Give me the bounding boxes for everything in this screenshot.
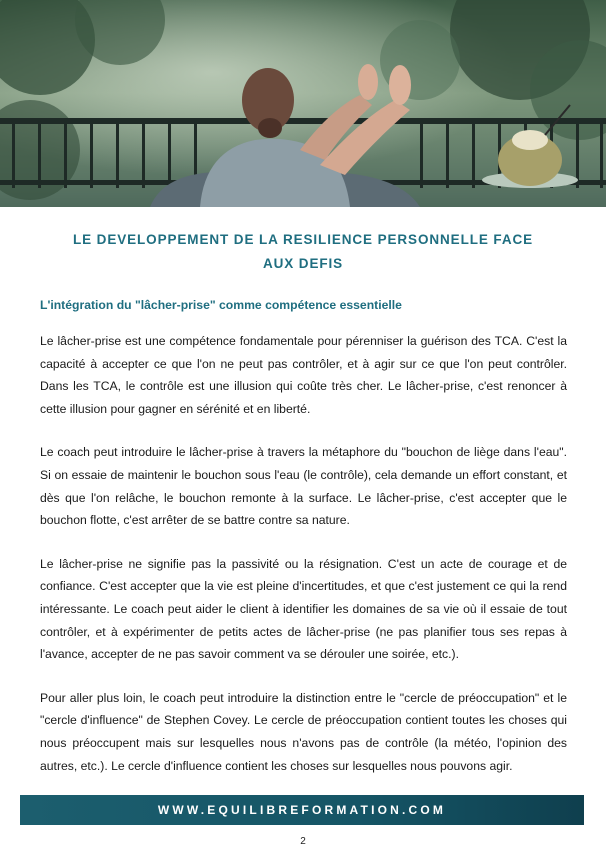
paragraph-4: Pour aller plus loin, le coach peut introduire la distinction entre le "cercle de préoccupation" et le "cercle d'influence" de Stephen Covey. Le cercle de préoccupation contient toutes les choses qui nous préoccupent mais sur lesquelles nous n'avons pas de contrôle (la météo, l'opinion des autres, etc.). Le cercle d'influence contient les choses sur lesquelles nous pouvons agir. [40,690,567,773]
page-title [40,228,566,276]
woman-relaxing-photo-icon [0,0,606,207]
section-subheading: L'intégration du "lâcher-prise" comme compétence essentielle [40,298,402,312]
paragraph-1: Le lâcher-prise est une compétence fondamentale pour pérenniser la guérison des TCA. C'est la capacité à accepter ce que l'on ne peut pas contrôler, et à agir sur ce que l'on peut contrôler. Dans les TCA, le contrôle est une illusion qui coûte très cher. Le lâcher-prise, c'est renoncer à cette illusion pour gagner en sérénité et en liberté. [40,334,567,416]
page-title-line-1: LE DEVELOPPEMENT DE LA RESILIENCE PERSONNELLE FACE [72,232,534,247]
website-link[interactable]: WWW.EQUILIBREFORMATION.COM [157,803,447,817]
footer-banner [20,795,584,825]
page-title-line-2: AUX DEFIS [262,256,344,271]
body-text [40,330,567,798]
header-photo [0,0,606,207]
paragraph-3: Le lâcher-prise ne signifie pas la passivité ou la résignation. C'est un acte de courage et de confiance. C'est accepter que la vie est pleine d'incertitudes, et que c'est justement ce qui la rend intéressante. Le coach peut aider le client à identifier les domaines de sa vie où il essaie de tout contrôler, et à expérimenter de petits actes de lâcher-prise (ne pas planifier tous ses repas à l'avance, accepter de ne pas savoir comment va se dérouler une soirée, etc.). [40,556,567,662]
page-number: 2 [300,836,306,847]
paragraph-2: Le coach peut introduire le lâcher-prise à travers la métaphore du "bouchon de liège dans l'eau". Si on essaie de maintenir le bouchon sous l'eau (le contrôle), cela demande un effort constant, et dès que l'on relâche, le bouchon remonte à la surface. Le lâcher-prise, c'est accepter que le bouchon flotte, c'est arrêter de se battre contre sa nature. [40,445,567,528]
